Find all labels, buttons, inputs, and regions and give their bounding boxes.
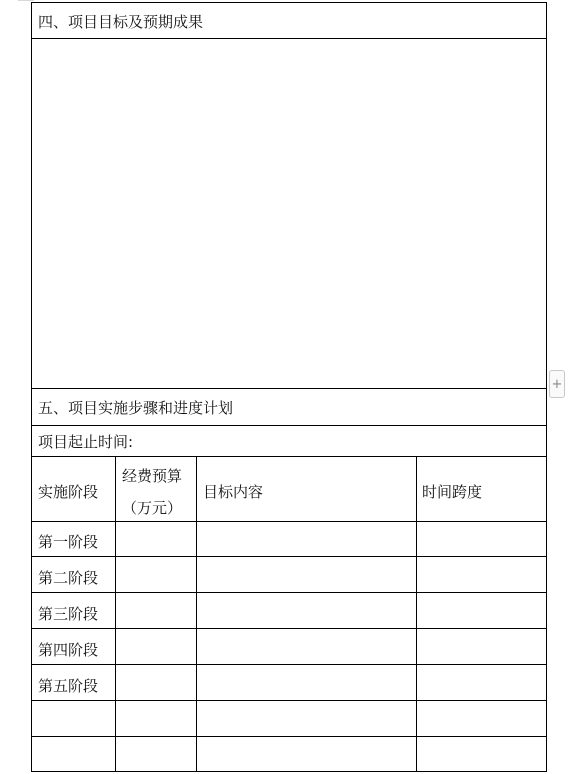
table-row-phase: 第三阶段 xyxy=(38,605,99,623)
table-rule-top xyxy=(31,2,547,3)
table-rule xyxy=(31,700,547,701)
header-budget: 经费预算 xyxy=(122,467,183,485)
table-rule xyxy=(31,592,547,593)
project-time-label: 项目起止时间: xyxy=(38,433,134,451)
table-rule xyxy=(31,388,547,389)
column-divider xyxy=(416,456,417,772)
header-time-span: 时间跨度 xyxy=(422,483,483,501)
table-rule xyxy=(31,664,547,665)
table-rule xyxy=(31,628,547,629)
table-rule xyxy=(31,425,547,426)
section-5-title: 五、项目实施步骤和进度计划 xyxy=(38,399,234,417)
column-divider xyxy=(196,456,197,772)
page-edge xyxy=(18,0,34,1)
table-rule xyxy=(31,556,547,557)
table-rule xyxy=(31,521,547,522)
header-phase: 实施阶段 xyxy=(38,483,99,501)
table-row-phase: 第二阶段 xyxy=(38,569,99,587)
section-4-content-area[interactable] xyxy=(32,39,546,388)
plus-icon[interactable]: + xyxy=(549,370,565,398)
table-row-phase: 第五阶段 xyxy=(38,677,99,695)
table-row-phase: 第一阶段 xyxy=(38,533,99,551)
section-4-title: 四、项目目标及预期成果 xyxy=(38,13,204,31)
header-target-content: 目标内容 xyxy=(203,483,264,501)
table-rule xyxy=(31,456,547,457)
header-budget-unit: （万元） xyxy=(122,499,183,517)
table-row-phase: 第四阶段 xyxy=(38,641,99,659)
table-rule xyxy=(31,736,547,737)
column-divider xyxy=(115,456,116,772)
